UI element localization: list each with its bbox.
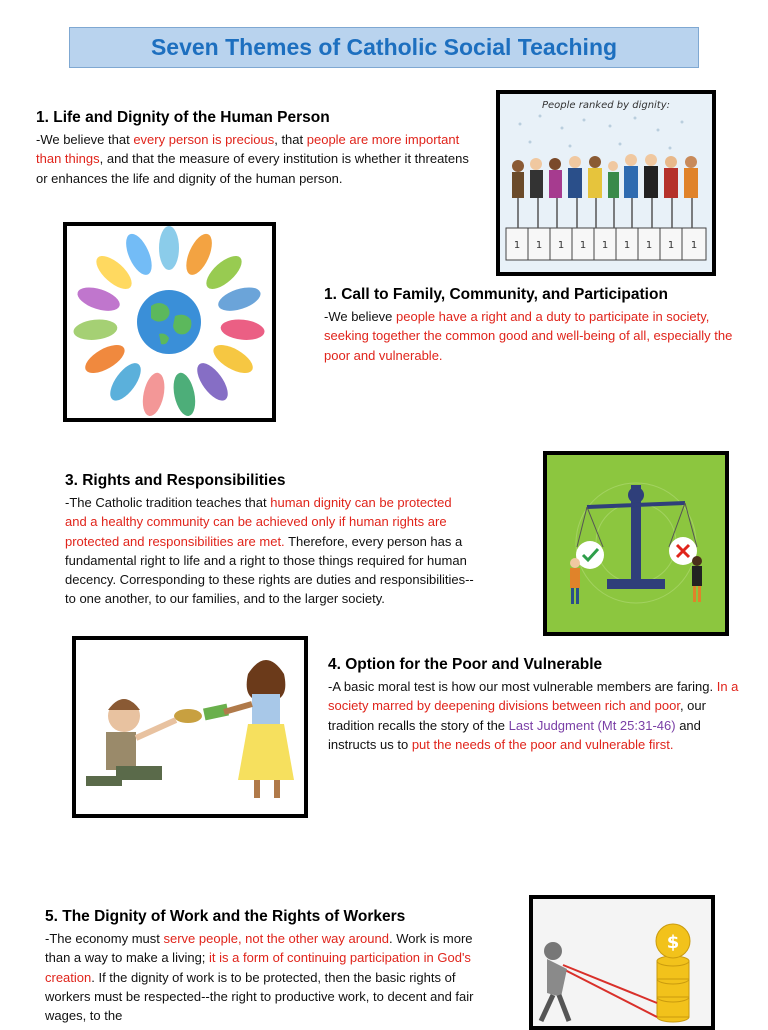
section-body — [65, 493, 475, 609]
section-life-dignity — [36, 108, 476, 188]
page-title: Seven Themes of Catholic Social Teaching — [69, 27, 699, 68]
section-body — [328, 677, 746, 754]
rank-label: 1 — [690, 240, 698, 251]
text-run: -We believe that — [36, 132, 134, 147]
rank-label: 1 — [513, 240, 521, 251]
text-run: -The Catholic tradition teaches that — [65, 495, 271, 510]
section-dignity-of-work — [45, 907, 485, 1025]
section-heading: 4. Option for the Poor and Vulnerable — [328, 656, 603, 673]
scales-of-justice-image — [543, 451, 729, 636]
section-heading: 1. Call to Family, Community, and Participation — [324, 286, 668, 303]
hands-globe-illustration — [67, 226, 272, 418]
worker-pulling-coins-image — [529, 895, 715, 1030]
giving-to-poor-image — [72, 636, 308, 818]
text-run: Therefore, every person has a fundamental right to life and a right to those things required for human decency. Corresponding to these rights are duties and responsibilities--to one another, to our families, and to the larger society. — [65, 533, 474, 607]
text-run: . If the dignity of work is to be protected, then the basic rights of workers must be respected--the right to productive work, to decent and fair wages, to the — [45, 969, 474, 1024]
text-run: put the needs of the poor and vulnerable first. — [411, 736, 674, 752]
rank-label: 1 — [623, 240, 631, 251]
rank-label: 1 — [645, 240, 653, 251]
section-heading: 3. Rights and Responsibilities — [65, 472, 286, 489]
text-run: people have a right and a duty to participate in society, seeking together the common good and well-being of all, especially the poor and vulnerable. — [324, 309, 733, 363]
section-rights-responsibilities — [65, 471, 475, 609]
section-heading: 5. The Dignity of Work and the Rights of Workers — [45, 908, 406, 925]
text-run: . Work is more than a way to make a living; — [45, 931, 473, 966]
section-poor-vulnerable — [328, 655, 746, 754]
text-run: -A basic moral test is how our most vulnerable members are faring. — [328, 679, 717, 694]
people-ranked-illustration — [500, 94, 712, 272]
text-run: Last Judgment (Mt 25:31-46) — [508, 717, 676, 733]
section-body — [324, 307, 734, 365]
text-run: serve people, not the other way around — [163, 931, 389, 946]
giving-illustration — [76, 640, 304, 814]
section-heading: 1. Life and Dignity of the Human Person — [36, 109, 330, 126]
rank-label: 1 — [601, 240, 609, 251]
section-family-community — [324, 285, 734, 365]
text-run: , that — [274, 132, 307, 147]
dollar-coin-icon: $ — [666, 932, 680, 953]
section-body — [36, 130, 476, 188]
people-ranked-by-dignity-image — [496, 90, 716, 276]
rank-label: 1 — [557, 240, 565, 251]
worker-illustration — [533, 899, 711, 1026]
text-run: -The economy must — [45, 931, 164, 946]
text-run: it is a form of continuing participation in God's creation — [45, 950, 471, 985]
hands-around-globe-image — [63, 222, 276, 422]
rank-label: 1 — [667, 240, 675, 251]
image-caption: People ranked by dignity: — [541, 100, 671, 111]
text-run: human dignity can be protected and a healthy community can be achieved only if human rights are protected and responsibilities are met. — [65, 495, 452, 549]
rank-label: 1 — [535, 240, 543, 251]
scales-illustration — [547, 455, 725, 632]
section-body — [45, 929, 485, 1025]
text-run: and instructs us to — [328, 717, 701, 752]
text-run: , our tradition recalls the story of the — [328, 698, 706, 733]
text-run: people are more important than things — [36, 132, 460, 167]
text-run: every person is precious — [133, 132, 275, 147]
text-run: , and that the measure of every institution is whether it threatens or enhances the life and dignity of the human person. — [36, 151, 469, 186]
rank-label: 1 — [579, 240, 587, 251]
text-run: In a society marred by deepening divisions between rich and poor — [328, 679, 739, 714]
text-run: -We believe — [324, 309, 397, 324]
rank-labels — [514, 240, 697, 251]
